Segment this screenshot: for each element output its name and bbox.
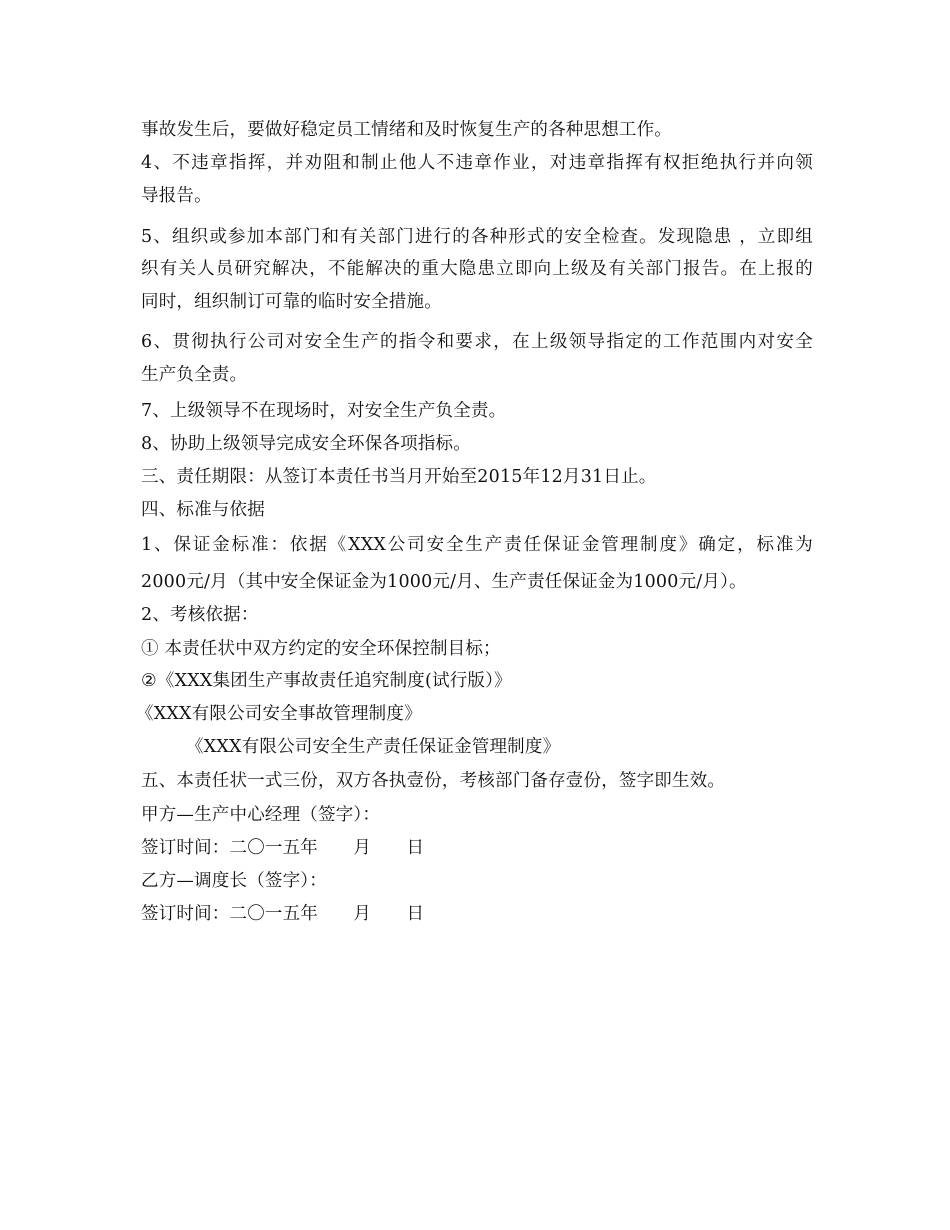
signing-date-a: 签订时间：二〇一五年 月 日: [141, 838, 425, 858]
signature-party-b: 乙方—调度长（签字）：: [141, 871, 327, 891]
text-line: 生产负全责。: [141, 365, 248, 385]
text-line: 7、上级领导不在现场时，对安全生产负全责。: [141, 401, 507, 421]
signing-date-b: 签订时间：二〇一五年 月 日: [141, 904, 425, 924]
text-line: ②《XXX集团生产事故责任追究制度(试行版）》: [141, 671, 512, 691]
text-line: 导报告。: [141, 186, 212, 206]
text-line: 1、保证金标准：依据《XXX公司安全生产责任保证金管理制度》确定，标准为: [141, 535, 813, 555]
signature-party-a: 甲方—生产中心经理（签字）：: [141, 805, 381, 825]
text-line: 事故发生后，要做好稳定员工情绪和及时恢复生产的各种思想工作。: [141, 120, 672, 140]
text-line: 三、责任期限：从签订本责任书当月开始至2015年12月31日止。: [141, 467, 657, 487]
text-line: ① 本责任状中双方约定的安全环保控制目标；: [141, 639, 501, 659]
text-line: 同时，组织制订可靠的临时安全措施。: [141, 292, 442, 312]
text-line: 4、不违章指挥，并劝阻和制止他人不违章作业，对违章指挥有权拒绝执行并向领: [141, 153, 813, 173]
text-line: 《XXX有限公司安全事故管理制度》: [136, 704, 422, 724]
text-line: 2、考核依据：: [141, 605, 259, 625]
text-line: 8、协助上级领导完成安全环保各项指标。: [141, 434, 471, 454]
section-heading: 四、标准与依据: [141, 500, 265, 520]
text-line: 五、本责任状一式三份，双方各执壹份，考核部门备存壹份，签字即生效。: [141, 771, 726, 791]
text-line: 5、组织或参加本部门和有关部门进行的各种形式的安全检查。发现隐患 ，立即组: [141, 227, 813, 247]
text-line: 织有关人员研究解决，不能解决的重大隐患立即向上级及有关部门报告。在上报的: [141, 259, 813, 279]
text-line: 2000元/月（其中安全保证金为1000元/月、生产责任保证金为1000元/月）。: [141, 572, 747, 592]
text-line: 6、贯彻执行公司对安全生产的指令和要求，在上级领导指定的工作范围内对安全: [141, 332, 813, 352]
text-line: 《XXX有限公司安全生产责任保证金管理制度》: [186, 737, 561, 757]
